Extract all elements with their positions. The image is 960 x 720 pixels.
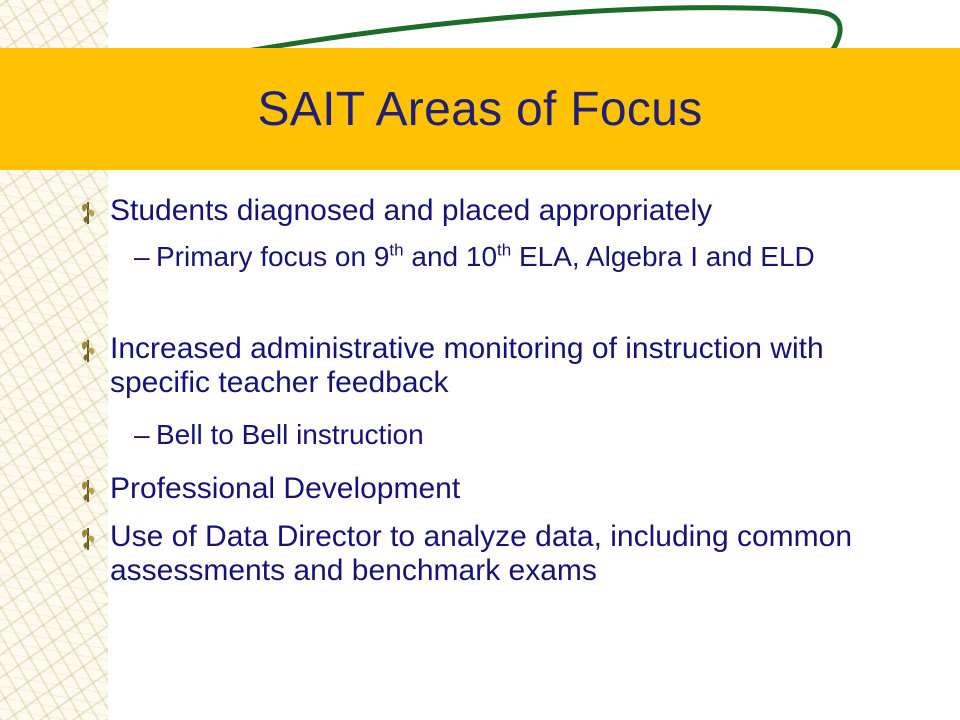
dash-marker: – [134,419,150,450]
bullet-text: Use of Data Director to analyze data, including common assessments and benchmark exams [110,520,853,587]
list-item [110,472,900,506]
leaf-bullet-icon [78,198,98,226]
sub-list-item [134,240,894,274]
list-item [110,194,900,228]
bullet-text: Increased administrative monitoring of instruction with specific teacher feedback [110,332,824,399]
leaf-bullet-icon [78,476,98,504]
leaf-bullet-icon [78,524,98,552]
bullet-text: Professional Development [110,472,461,505]
leaf-bullet-icon [78,336,98,364]
sub-list-item [134,418,894,452]
slide-title: SAIT Areas of Focus [257,82,703,136]
sub-bullet-text: Primary focus on 9th and 10th ELA, Algebra I and ELD [156,240,815,272]
list-item [110,520,900,588]
list-item [110,332,900,400]
title-bar [0,48,960,170]
sub-bullet-text: Bell to Bell instruction [156,419,424,450]
dash-marker: – [134,241,150,272]
bullet-text: Students diagnosed and placed appropriately [110,194,713,227]
